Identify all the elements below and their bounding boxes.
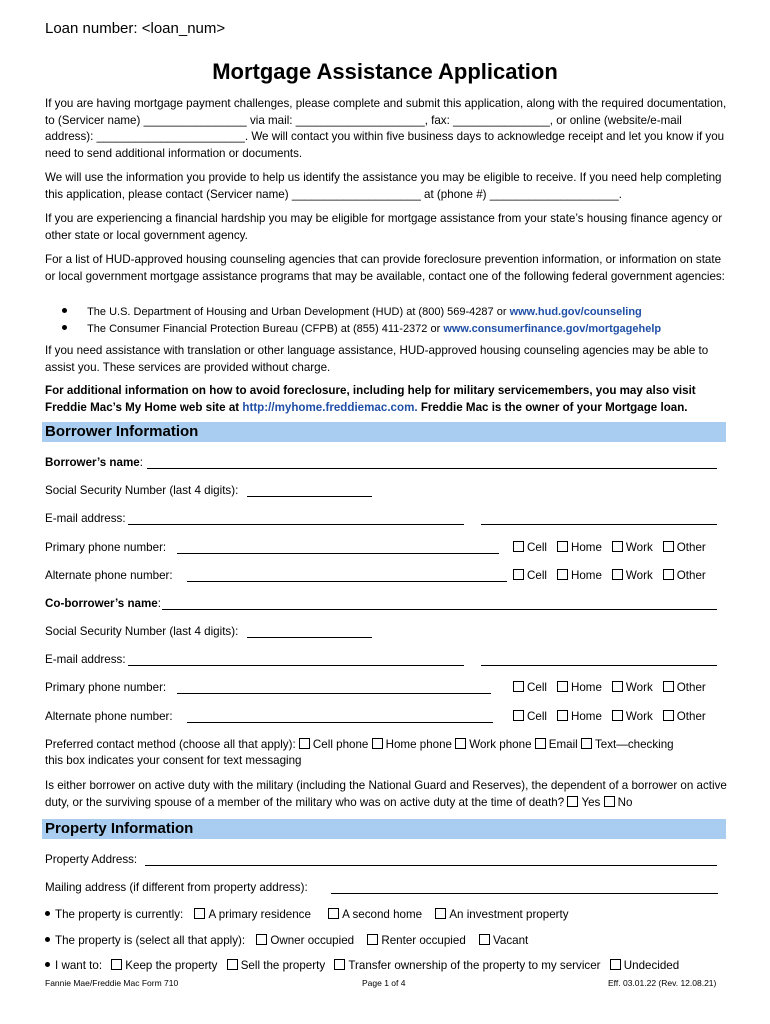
coborrower-alternate-phone-type-group (513, 709, 706, 725)
checkbox[interactable] (194, 908, 205, 919)
checkbox[interactable] (663, 710, 674, 721)
phone-type-cell[interactable]: Cell (513, 541, 547, 554)
property-currently-row: The property is currently: A primary residence A second home An investment property (45, 907, 569, 923)
email-label: E-mail address: (45, 512, 126, 525)
contact-option-text[interactable]: Text—checking (581, 738, 674, 751)
mailing-address-label: Mailing address (if different from property address): (45, 881, 308, 894)
checkbox[interactable] (604, 796, 615, 807)
phone-type-other[interactable]: Other (663, 710, 706, 723)
checkbox[interactable] (663, 541, 674, 552)
primary-phone-type-group (513, 540, 706, 556)
checkbox[interactable] (334, 959, 345, 970)
property-intent-row: I want to: Keep the property Sell the property Transfer ownership of the property to my servicer Undecided (45, 958, 679, 974)
bullet-dot (62, 325, 67, 330)
intent-transfer[interactable]: Transfer ownership of the property to my servicer (334, 959, 600, 972)
checkbox[interactable] (567, 796, 578, 807)
checkbox[interactable] (557, 569, 568, 580)
phone-type-other[interactable]: Other (663, 541, 706, 554)
checkbox[interactable] (227, 959, 238, 970)
intro-paragraph-6: For additional information on how to avoid foreclosure, including help for military servicemembers, you may also visit Freddie Mac’s My Home web site at http://myhome.freddiemac.com. Freddie Mac is the owner of your Mortgage loan. (45, 384, 696, 414)
coborrower-email-label: E-mail address: (45, 653, 126, 666)
checkbox[interactable] (663, 681, 674, 692)
checkbox[interactable] (513, 541, 524, 552)
checkbox[interactable] (513, 569, 524, 580)
bullet-dot (62, 308, 67, 313)
intro-paragraph-2: We will use the information you provide to help us identify the assistance you may be eligible to receive. If you need help completing this application, please contact (Servicer name) ____________________ at (phone #) ____________________. (45, 171, 722, 201)
coborrower-name-field[interactable] (162, 609, 717, 610)
phone-type-home[interactable]: Home (557, 710, 602, 723)
contact-option-home[interactable]: Home phone (372, 738, 452, 751)
agency-bullet-cfpb: The Consumer Financial Protection Bureau (CFPB) at (855) 411-2372 or www.consumerfinance.gov/mortgagehelp (62, 321, 661, 337)
coborrower-alternate-phone-field[interactable] (187, 722, 493, 723)
military-no[interactable]: No (604, 796, 633, 809)
checkbox[interactable] (557, 710, 568, 721)
mail-blank[interactable]: ____________________ (295, 113, 425, 127)
coborrower-primary-phone-field[interactable] (177, 693, 491, 694)
occupancy-renter[interactable]: Renter occupied (367, 934, 465, 947)
property-occupancy-row: The property is (select all that apply): Owner occupied Renter occupied Vacant (45, 933, 528, 949)
contact-option-work[interactable]: Work phone (455, 738, 531, 751)
ssn-field[interactable] (247, 496, 372, 497)
bullet-dot (45, 911, 50, 916)
coborrower-primary-phone-type-group (513, 680, 706, 696)
checkbox[interactable] (663, 569, 674, 580)
checkbox[interactable] (612, 710, 623, 721)
phone-type-home[interactable]: Home (557, 541, 602, 554)
phone-type-cell[interactable]: Cell (513, 710, 547, 723)
checkbox[interactable] (557, 681, 568, 692)
footer-page-number: Page 1 of 4 (362, 978, 406, 988)
checkbox[interactable] (435, 908, 446, 919)
mailing-address-field[interactable] (331, 893, 718, 894)
checkbox[interactable] (372, 738, 383, 749)
checkbox[interactable] (513, 681, 524, 692)
page-title: Mortgage Assistance Application (212, 59, 558, 84)
checkbox[interactable] (455, 738, 466, 749)
cfpb-link[interactable]: www.consumerfinance.gov/mortgagehelp (443, 323, 662, 335)
footer-revision: Eff. 03.01.22 (Rev. 12.08.21) (608, 978, 717, 988)
currently-investment[interactable]: An investment property (435, 908, 568, 921)
fax-blank[interactable]: _______________ (453, 113, 550, 127)
intent-sell[interactable]: Sell the property (227, 959, 325, 972)
servicer-name-blank[interactable]: ________________ (143, 113, 247, 127)
coborrower-alternate-phone-label: Alternate phone number: (45, 710, 173, 723)
checkbox[interactable] (111, 959, 122, 970)
intro-paragraph-4: For a list of HUD-approved housing counseling agencies that can provide foreclosure prevention information, or information on state or local government mortgage assistance programs that may be available, contact one of the following federal government agencies: (45, 253, 725, 283)
phone-type-work[interactable]: Work (612, 541, 653, 554)
checkbox[interactable] (479, 934, 490, 945)
coborrower-ssn-field[interactable] (247, 637, 372, 638)
military-yes[interactable]: Yes (567, 796, 600, 809)
phone-type-cell[interactable]: Cell (513, 569, 547, 582)
contact-option-cell[interactable]: Cell phone (299, 738, 368, 751)
phone-type-home[interactable]: Home (557, 569, 602, 582)
checkbox[interactable] (367, 934, 378, 945)
intent-keep[interactable]: Keep the property (111, 959, 217, 972)
phone-type-cell[interactable]: Cell (513, 681, 547, 694)
checkbox[interactable] (610, 959, 621, 970)
phone-type-other[interactable]: Other (663, 681, 706, 694)
primary-phone-field[interactable] (177, 553, 499, 554)
checkbox[interactable] (299, 738, 310, 749)
phone-type-work[interactable]: Work (612, 681, 653, 694)
intro-paragraph-3: If you are experiencing a financial hardship you may be eligible for mortgage assistance from your state’s housing finance agency or other state or local government agency. (45, 212, 723, 242)
coborrower-email-field-2[interactable] (481, 665, 717, 666)
servicer-contact-blank[interactable]: ____________________ (291, 187, 421, 201)
checkbox[interactable] (557, 541, 568, 552)
bullet-dot (45, 937, 50, 942)
intent-undecided[interactable]: Undecided (610, 959, 679, 972)
alternate-phone-type-group (513, 568, 706, 584)
ssn-label: Social Security Number (last 4 digits): (45, 484, 239, 497)
phone-type-work[interactable]: Work (612, 569, 653, 582)
alternate-phone-field[interactable] (187, 581, 507, 582)
property-address-label: Property Address: (45, 853, 138, 866)
property-section-header: Property Information (42, 819, 726, 839)
coborrower-email-field[interactable] (128, 665, 464, 666)
agency-bullet-hud: The U.S. Department of Housing and Urban Development (HUD) at (800) 569-4287 or www.hud.gov/counseling (62, 304, 642, 320)
intro-paragraph-5: If you need assistance with translation or other language assistance, HUD-approved housing counseling agencies may be able to assist you. These services are provided without charge. (45, 344, 709, 374)
coborrower-ssn-label: Social Security Number (last 4 digits): (45, 625, 239, 638)
checkbox[interactable] (612, 681, 623, 692)
checkbox[interactable] (612, 569, 623, 580)
currently-second-home[interactable]: A second home (328, 908, 422, 921)
text-consent-note: this box indicates your consent for text messaging (45, 754, 302, 767)
hud-link[interactable]: www.hud.gov/counseling (509, 306, 642, 318)
website-blank[interactable]: _______________________ (96, 130, 245, 143)
borrower-name-label: Borrower’s name: (45, 456, 143, 469)
coborrower-name-label: Co-borrower’s name: (45, 597, 161, 610)
checkbox[interactable] (535, 738, 546, 749)
currently-primary[interactable]: A primary residence (194, 908, 310, 921)
occupancy-vacant[interactable]: Vacant (479, 934, 528, 947)
occupancy-owner[interactable]: Owner occupied (256, 934, 354, 947)
loan-number: Loan number: <loan_num> (45, 20, 226, 37)
checkbox[interactable] (513, 710, 524, 721)
email-field[interactable] (128, 524, 464, 525)
primary-phone-label: Primary phone number: (45, 541, 167, 554)
borrower-section-header: Borrower Information (42, 422, 726, 442)
coborrower-primary-phone-label: Primary phone number: (45, 681, 167, 694)
footer-form-id: Fannie Mae/Freddie Mac Form 710 (45, 978, 179, 988)
intro-paragraph-1: If you are having mortgage payment challenges, please complete and submit this application, along with the required documentation, to (Servicer name) ________________ via mail: ____________________, fax: _______________, or online (website/e-mail address): _______________________. We will contact you within five business days to acknowledge receipt and let you know if you need to send additional information or documents. (45, 97, 727, 160)
checkbox[interactable] (328, 908, 339, 919)
military-question: Is either borrower on active duty with the military (including the National Guard and Reserves), the dependent of a borrower on active duty, or the surviving spouse of a member of the military who was on active duty at the time of death? Yes No (45, 779, 727, 809)
checkbox[interactable] (581, 738, 592, 749)
phone-blank[interactable]: ____________________ (489, 187, 619, 201)
borrower-name-field[interactable] (147, 468, 717, 469)
property-address-field[interactable] (145, 865, 717, 866)
checkbox[interactable] (612, 541, 623, 552)
checkbox[interactable] (256, 934, 267, 945)
phone-type-home[interactable]: Home (557, 681, 602, 694)
freddiemac-link[interactable]: http://myhome.freddiemac.com. (242, 400, 418, 414)
contact-option-email[interactable]: Email (535, 738, 578, 751)
phone-type-work[interactable]: Work (612, 710, 653, 723)
bullet-dot (45, 962, 50, 967)
preferred-contact-row: Preferred contact method (choose all that apply): Cell phone Home phone Work phone Email Text—checking (45, 738, 674, 751)
phone-type-other[interactable]: Other (663, 569, 706, 582)
email-field-2[interactable] (481, 524, 717, 525)
alternate-phone-label: Alternate phone number: (45, 569, 173, 582)
